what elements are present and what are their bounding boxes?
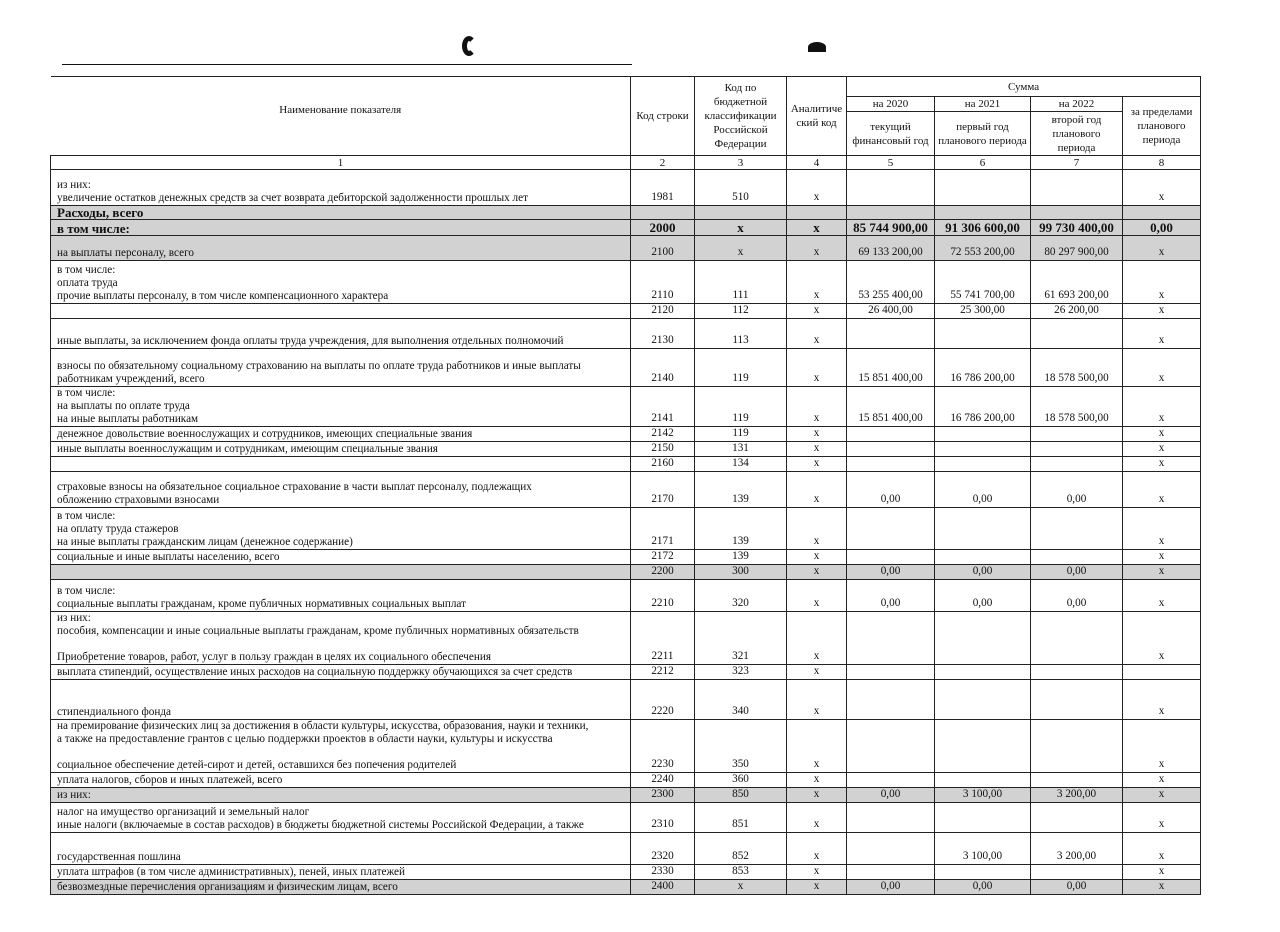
row-sum-beyond [1123,206,1201,220]
row-code: 2142 [631,427,695,442]
row-sum-2020 [847,833,935,865]
row-sum-2020 [847,865,935,880]
table-row [51,236,1201,261]
row-sum-2021: 3 100,00 [935,833,1031,865]
row-sum-2020: 69 133 200,00 [847,236,935,261]
row-sum-beyond: x [1123,865,1201,880]
row-sum-2020: 0,00 [847,880,935,895]
row-sum-2021: 91 306 600,00 [935,220,1031,236]
row-analytic-code: x [787,442,847,457]
row-sum-2021 [935,319,1031,349]
row-sum-2021: 0,00 [935,580,1031,612]
row-code: 2220 [631,680,695,720]
row-sum-2020: 53 255 400,00 [847,261,935,304]
row-sum-2020: 85 744 900,00 [847,220,935,236]
row-sum-2021 [935,457,1031,472]
row-kbk-code: 111 [695,261,787,304]
row-code: 2330 [631,865,695,880]
table-row [51,833,1201,865]
row-sum-2021 [935,720,1031,773]
row-sum-2022 [1031,665,1123,680]
row-name: уплата штрафов (в том числе административных), пеней, иных платежей [51,865,631,880]
row-name: иные выплаты военнослужащим и сотрудникам, имеющим специальные звания [51,442,631,457]
row-analytic-code: x [787,580,847,612]
row-sum-2022 [1031,865,1123,880]
row-sum-beyond: x [1123,349,1201,387]
row-analytic-code: x [787,387,847,427]
row-sum-beyond: 0,00 [1123,220,1201,236]
row-sum-2022: 0,00 [1031,565,1123,580]
row-code: 2200 [631,565,695,580]
table-row [51,261,1201,304]
row-sum-2020 [847,457,935,472]
row-sum-2022: 3 200,00 [1031,833,1123,865]
header-year-2020: на 2020 [847,97,935,112]
row-sum-beyond: x [1123,580,1201,612]
row-kbk-code: 320 [695,580,787,612]
row-sum-2021: 3 100,00 [935,788,1031,803]
row-sum-2022 [1031,442,1123,457]
row-sum-beyond: x [1123,803,1201,833]
row-sum-2021 [935,427,1031,442]
row-kbk-code: 853 [695,865,787,880]
row-sum-2020: 15 851 400,00 [847,387,935,427]
row-code: 2100 [631,236,695,261]
row-sum-2020: 0,00 [847,580,935,612]
table-row [51,550,1201,565]
table-row [51,773,1201,788]
row-sum-2022 [1031,720,1123,773]
row-kbk-code: 119 [695,349,787,387]
row-sum-2022: 0,00 [1031,580,1123,612]
row-sum-2022: 18 578 500,00 [1031,349,1123,387]
row-analytic-code: x [787,220,847,236]
row-sum-2022 [1031,457,1123,472]
colnum: 4 [787,156,847,170]
row-kbk-code: x [695,236,787,261]
table-row [51,803,1201,833]
row-sum-2020 [847,612,935,665]
column-numbers-row [51,156,1201,170]
row-sum-2021 [935,680,1031,720]
row-analytic-code [787,206,847,220]
row-kbk-code: 300 [695,565,787,580]
row-sum-2022 [1031,427,1123,442]
row-sum-2022 [1031,170,1123,206]
table-row [51,880,1201,895]
row-kbk-code: 119 [695,427,787,442]
row-code: 2400 [631,880,695,895]
row-sum-2020 [847,720,935,773]
row-name: государственная пошлина [51,833,631,865]
row-code: 1981 [631,170,695,206]
header-desc-2020: текущий финансовый год [847,112,935,156]
row-sum-2022: 61 693 200,00 [1031,261,1123,304]
row-code: 2320 [631,833,695,865]
row-analytic-code: x [787,865,847,880]
row-sum-2021: 55 741 700,00 [935,261,1031,304]
row-kbk-code: x [695,880,787,895]
header-sum: Сумма [847,77,1201,97]
row-sum-2022 [1031,803,1123,833]
row-analytic-code: x [787,833,847,865]
row-analytic-code: x [787,612,847,665]
top-rule [62,64,632,65]
row-sum-2021 [935,665,1031,680]
row-sum-2021: 16 786 200,00 [935,387,1031,427]
row-analytic-code: x [787,880,847,895]
row-sum-2021 [935,803,1031,833]
row-name: в том числе: социальные выплаты гражданам, кроме публичных нормативных социальных выплат [51,580,631,612]
row-analytic-code: x [787,457,847,472]
row-sum-2020: 0,00 [847,565,935,580]
table-row [51,170,1201,206]
row-kbk-code: 139 [695,508,787,550]
row-analytic-code: x [787,349,847,387]
row-sum-beyond: x [1123,612,1201,665]
row-analytic-code: x [787,427,847,442]
row-analytic-code: x [787,236,847,261]
row-sum-2020: 15 851 400,00 [847,349,935,387]
row-kbk-code: 139 [695,550,787,565]
row-analytic-code: x [787,665,847,680]
row-analytic-code: x [787,261,847,304]
table-row [51,508,1201,550]
row-sum-2020 [847,442,935,457]
table-body [51,170,1201,895]
row-code: 2310 [631,803,695,833]
row-sum-2021 [935,773,1031,788]
row-code: 2000 [631,220,695,236]
row-sum-2020 [847,773,935,788]
row-sum-2022 [1031,508,1123,550]
header-beyond: за пределами планового периода [1123,97,1201,156]
row-sum-beyond: x [1123,442,1201,457]
row-code: 2110 [631,261,695,304]
row-name [51,457,631,472]
row-analytic-code: x [787,319,847,349]
row-sum-2020 [847,319,935,349]
row-sum-2022 [1031,773,1123,788]
row-kbk-code: 323 [695,665,787,680]
table-row [51,788,1201,803]
row-sum-beyond: x [1123,508,1201,550]
row-sum-beyond: x [1123,773,1201,788]
row-kbk-code: 852 [695,833,787,865]
header-year-2021: на 2021 [935,97,1031,112]
row-sum-2021 [935,508,1031,550]
row-sum-beyond: x [1123,720,1201,773]
row-sum-2020 [847,550,935,565]
colnum: 2 [631,156,695,170]
row-kbk-code: 350 [695,720,787,773]
row-code: 2130 [631,319,695,349]
row-code: 2140 [631,349,695,387]
row-name: денежное довольствие военнослужащих и сотрудников, имеющих специальные звания [51,427,631,442]
row-name: в том числе: [51,220,631,236]
row-sum-beyond: x [1123,788,1201,803]
table-row [51,220,1201,236]
scan-artifact-right [808,42,826,52]
row-sum-2022 [1031,612,1123,665]
table-row [51,565,1201,580]
row-analytic-code: x [787,680,847,720]
header-analytic: Аналитиче ский код [787,77,847,156]
row-kbk-code: 119 [695,387,787,427]
row-name: иные выплаты, за исключением фонда оплаты труда учреждения, для выполнения отдельных полномочий [51,319,631,349]
row-sum-2022: 26 200,00 [1031,304,1123,319]
row-name: страховые взносы на обязательное социальное страхование в части выплат персоналу, подлежащих обложению страховыми взносами [51,472,631,508]
row-name: уплата налогов, сборов и иных платежей, всего [51,773,631,788]
row-sum-beyond: x [1123,680,1201,720]
row-sum-2021: 72 553 200,00 [935,236,1031,261]
row-sum-2022 [1031,680,1123,720]
row-sum-beyond: x [1123,304,1201,319]
row-sum-2022: 0,00 [1031,880,1123,895]
row-kbk-code: 131 [695,442,787,457]
row-name [51,304,631,319]
row-name: безвозмездные перечисления организациям и физическим лицам, всего [51,880,631,895]
row-code: 2141 [631,387,695,427]
row-sum-2020: 0,00 [847,472,935,508]
row-sum-2021: 0,00 [935,880,1031,895]
row-analytic-code: x [787,788,847,803]
row-analytic-code: x [787,720,847,773]
row-code: 2160 [631,457,695,472]
row-name: из них: [51,788,631,803]
row-sum-beyond: x [1123,457,1201,472]
table-row [51,319,1201,349]
header-name: Наименование показателя [51,77,631,156]
row-name: взносы по обязательному социальному страхованию на выплаты по оплате труда работников и иные выплаты работникам учреждений, всего [51,349,631,387]
header-desc-2022: второй год планового периода [1031,112,1123,156]
row-sum-2020 [847,680,935,720]
row-sum-2022: 18 578 500,00 [1031,387,1123,427]
row-sum-2022: 3 200,00 [1031,788,1123,803]
row-name: на выплаты персоналу, всего [51,236,631,261]
plan-table [50,76,1201,895]
table-row [51,680,1201,720]
row-code: 2172 [631,550,695,565]
row-analytic-code: x [787,170,847,206]
row-name: Расходы, всего [51,206,631,220]
row-kbk-code: 340 [695,680,787,720]
row-code: 2170 [631,472,695,508]
row-analytic-code: x [787,508,847,550]
header-desc-2021: первый год планового периода [935,112,1031,156]
row-sum-2021: 0,00 [935,472,1031,508]
row-analytic-code: x [787,773,847,788]
row-sum-beyond: x [1123,565,1201,580]
row-sum-2022: 0,00 [1031,472,1123,508]
table-row [51,387,1201,427]
colnum: 3 [695,156,787,170]
row-name: налог на имущество организаций и земельный налог иные налоги (включаемые в состав расходов) в бюджеты бюджетной системы Российской Федерации, а также [51,803,631,833]
row-sum-2022 [1031,550,1123,565]
row-sum-beyond [1123,665,1201,680]
colnum: 5 [847,156,935,170]
row-analytic-code: x [787,304,847,319]
colnum: 7 [1031,156,1123,170]
table-row [51,472,1201,508]
row-sum-2020 [847,170,935,206]
table-row [51,304,1201,319]
row-sum-2021 [935,442,1031,457]
table-row [51,865,1201,880]
table-row [51,206,1201,220]
row-code [631,206,695,220]
row-name [51,565,631,580]
row-code: 2211 [631,612,695,665]
row-kbk-code: 321 [695,612,787,665]
row-sum-2020 [847,206,935,220]
row-code: 2240 [631,773,695,788]
row-kbk-code: 139 [695,472,787,508]
row-sum-2020 [847,665,935,680]
row-sum-2020 [847,427,935,442]
row-name: стипендиального фонда [51,680,631,720]
row-sum-2020: 0,00 [847,788,935,803]
row-sum-2022 [1031,206,1123,220]
row-sum-beyond: x [1123,319,1201,349]
table-row [51,442,1201,457]
row-sum-beyond: x [1123,427,1201,442]
row-code: 2150 [631,442,695,457]
row-name: в том числе: на выплаты по оплате труда на иные выплаты работникам [51,387,631,427]
row-name: выплата стипендий, осуществление иных расходов на социальную поддержку обучающихся за счет средств [51,665,631,680]
row-kbk-code: 850 [695,788,787,803]
row-code: 2120 [631,304,695,319]
row-kbk-code: 134 [695,457,787,472]
row-analytic-code: x [787,803,847,833]
row-sum-beyond: x [1123,472,1201,508]
row-code: 2210 [631,580,695,612]
row-sum-beyond: x [1123,550,1201,565]
table-row [51,612,1201,665]
colnum: 1 [51,156,631,170]
table-row [51,349,1201,387]
row-sum-beyond: x [1123,261,1201,304]
row-code: 2300 [631,788,695,803]
row-analytic-code: x [787,550,847,565]
row-name: в том числе: оплата труда прочие выплаты персоналу, в том числе компенсационного характера [51,261,631,304]
table-row [51,427,1201,442]
row-sum-beyond: x [1123,387,1201,427]
scan-artifact-left [462,36,476,56]
row-kbk-code: 851 [695,803,787,833]
row-sum-2022 [1031,319,1123,349]
row-sum-2020: 26 400,00 [847,304,935,319]
row-kbk-code: x [695,220,787,236]
row-sum-2022: 99 730 400,00 [1031,220,1123,236]
row-sum-2021 [935,865,1031,880]
row-kbk-code: 360 [695,773,787,788]
row-analytic-code: x [787,565,847,580]
row-name: социальные и иные выплаты населению, всего [51,550,631,565]
row-sum-2020 [847,508,935,550]
row-sum-2021: 0,00 [935,565,1031,580]
table-row [51,720,1201,773]
header-code: Код строки [631,77,695,156]
header-kbk: Код по бюджетной классификации Российской Федерации [695,77,787,156]
row-name: из них: увеличение остатков денежных средств за счет возврата дебиторской задолженности прошлых лет [51,170,631,206]
colnum: 6 [935,156,1031,170]
colnum: 8 [1123,156,1201,170]
row-name: на премирование физических лиц за достижения в области культуры, искусства, образования, науки и техники, а также на предоставление грантов с целью поддержки проектов в области науки, культуры и искусства социальное обеспечение детей-сирот и детей, оставшихся без попечения родителей [51,720,631,773]
row-sum-beyond: x [1123,236,1201,261]
row-sum-2021 [935,612,1031,665]
row-code: 2171 [631,508,695,550]
row-code: 2230 [631,720,695,773]
row-kbk-code [695,206,787,220]
table-row [51,457,1201,472]
row-kbk-code: 113 [695,319,787,349]
row-sum-2021 [935,550,1031,565]
row-code: 2212 [631,665,695,680]
row-sum-2021 [935,206,1031,220]
row-sum-2022: 80 297 900,00 [1031,236,1123,261]
row-sum-beyond: x [1123,170,1201,206]
row-name: в том числе: на оплату труда стажеров на иные выплаты гражданским лицам (денежное содержание) [51,508,631,550]
row-sum-2021: 16 786 200,00 [935,349,1031,387]
row-sum-2020 [847,803,935,833]
row-sum-2021: 25 300,00 [935,304,1031,319]
table-row [51,665,1201,680]
table-row [51,580,1201,612]
row-kbk-code: 510 [695,170,787,206]
row-sum-beyond: x [1123,833,1201,865]
row-analytic-code: x [787,472,847,508]
row-kbk-code: 112 [695,304,787,319]
header-year-2022: на 2022 [1031,97,1123,112]
row-sum-2021 [935,170,1031,206]
row-name: из них: пособия, компенсации и иные социальные выплаты гражданам, кроме публичных нормативных обязательств Приобретение товаров, работ, услуг в пользу граждан в целях их социального обеспечения [51,612,631,665]
row-sum-beyond: x [1123,880,1201,895]
